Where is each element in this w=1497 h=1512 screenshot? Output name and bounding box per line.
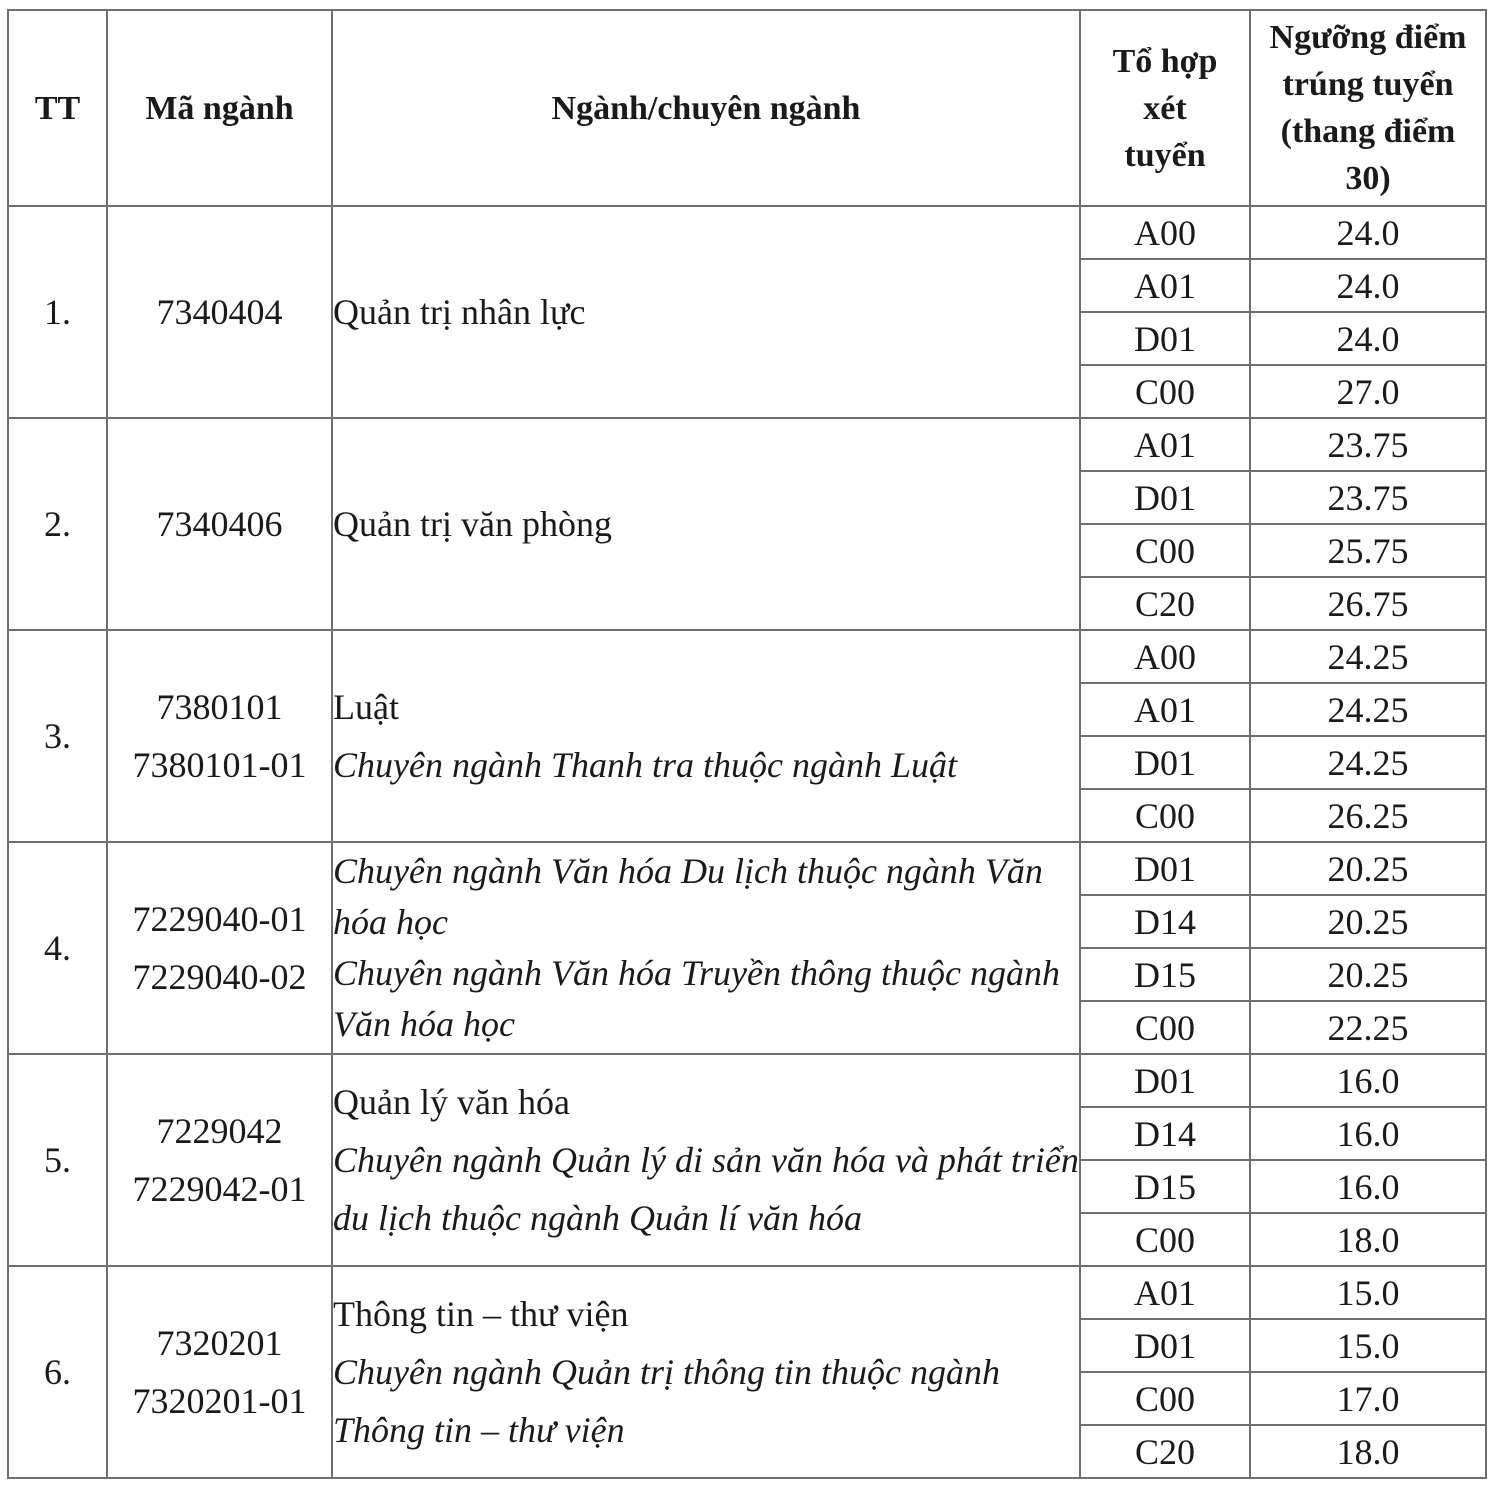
score-threshold: 16.0 — [1250, 1054, 1486, 1107]
major-code-cell — [107, 1054, 332, 1266]
score-threshold: 22.25 — [1250, 1001, 1486, 1054]
major-code-cell — [107, 630, 332, 842]
subject-combo: D15 — [1080, 948, 1250, 1001]
major-code: 7229042-01 — [132, 1169, 307, 1209]
header-row — [8, 10, 1486, 206]
major-code: 7229040-02 — [132, 957, 307, 997]
table-row — [8, 630, 1486, 683]
row-number: 6. — [8, 1266, 107, 1478]
score-threshold: 24.25 — [1250, 630, 1486, 683]
table-row — [8, 418, 1486, 471]
score-threshold: 20.25 — [1250, 895, 1486, 948]
subject-combo: D01 — [1080, 1319, 1250, 1372]
score-threshold: 23.75 — [1250, 418, 1486, 471]
subject-combo: D01 — [1080, 736, 1250, 789]
subject-combo: C00 — [1080, 1372, 1250, 1425]
major-name-cell — [332, 1266, 1080, 1478]
score-threshold: 24.25 — [1250, 683, 1486, 736]
table-row — [8, 1266, 1486, 1319]
major-name: Quản lý văn hóa — [333, 1082, 570, 1122]
subject-combo: C00 — [1080, 789, 1250, 842]
subject-combo: A00 — [1080, 206, 1250, 259]
header-major-code: Mã ngành — [107, 10, 332, 206]
subject-combo: D01 — [1080, 842, 1250, 895]
score-threshold: 15.0 — [1250, 1319, 1486, 1372]
score-threshold: 15.0 — [1250, 1266, 1486, 1319]
major-code-cell — [107, 418, 332, 630]
score-threshold: 25.75 — [1250, 524, 1486, 577]
score-threshold: 23.75 — [1250, 471, 1486, 524]
score-threshold: 17.0 — [1250, 1372, 1486, 1425]
score-threshold: 24.0 — [1250, 312, 1486, 365]
score-threshold: 27.0 — [1250, 365, 1486, 418]
header-major-name: Ngành/chuyên ngành — [332, 10, 1080, 206]
major-name-cell — [332, 630, 1080, 842]
specialization-name: Chuyên ngành Quản lý di sản văn hóa và phát triển du lịch thuộc ngành Quản lí văn hóa — [333, 1140, 1079, 1238]
table-row — [8, 842, 1486, 895]
score-threshold: 18.0 — [1250, 1425, 1486, 1478]
major-code-cell — [107, 1266, 332, 1478]
table-header — [8, 10, 1486, 206]
score-threshold: 26.75 — [1250, 577, 1486, 630]
major-code: 7340404 — [156, 292, 283, 332]
subject-combo: D14 — [1080, 895, 1250, 948]
subject-combo: C20 — [1080, 577, 1250, 630]
subject-combo: D01 — [1080, 312, 1250, 365]
major-name-cell — [332, 842, 1080, 1054]
subject-combo: A01 — [1080, 259, 1250, 312]
subject-combo: D01 — [1080, 1054, 1250, 1107]
subject-combo: D15 — [1080, 1160, 1250, 1213]
row-number: 4. — [8, 842, 107, 1054]
subject-combo: D14 — [1080, 1107, 1250, 1160]
header-tt: TT — [8, 10, 107, 206]
score-threshold: 18.0 — [1250, 1213, 1486, 1266]
subject-combo: C20 — [1080, 1425, 1250, 1478]
major-code: 7340406 — [156, 504, 283, 544]
table-body — [8, 206, 1486, 1478]
score-threshold: 20.25 — [1250, 842, 1486, 895]
subject-combo: C00 — [1080, 524, 1250, 577]
score-threshold: 16.0 — [1250, 1160, 1486, 1213]
subject-combo: A01 — [1080, 1266, 1250, 1319]
subject-combo: C00 — [1080, 1213, 1250, 1266]
major-code: 7229040-01 — [132, 899, 307, 939]
header-subject-combo: Tổ hợp xét tuyển — [1080, 10, 1250, 206]
major-name: Quản trị văn phòng — [333, 504, 612, 544]
major-code: 7320201 — [156, 1323, 283, 1363]
subject-combo: C00 — [1080, 1001, 1250, 1054]
major-code-cell — [107, 206, 332, 418]
major-code: 7380101-01 — [132, 745, 307, 785]
header-score-threshold: Ngưỡng điểm trúng tuyển (thang điểm 30) — [1250, 10, 1486, 206]
major-name: Thông tin – thư viện — [333, 1294, 629, 1334]
major-name-cell — [332, 206, 1080, 418]
table-row — [8, 206, 1486, 259]
row-number: 5. — [8, 1054, 107, 1266]
admission-score-table — [7, 9, 1487, 1479]
score-threshold: 24.25 — [1250, 736, 1486, 789]
score-threshold: 26.25 — [1250, 789, 1486, 842]
row-number: 1. — [8, 206, 107, 418]
subject-combo: A01 — [1080, 418, 1250, 471]
subject-combo: D01 — [1080, 471, 1250, 524]
specialization-name: Chuyên ngành Quản trị thông tin thuộc ngành Thông tin – thư viện — [333, 1352, 1000, 1450]
major-name: Luật — [333, 687, 399, 727]
score-threshold: 24.0 — [1250, 259, 1486, 312]
major-code: 7229042 — [156, 1111, 283, 1151]
major-name: Quản trị nhân lực — [333, 292, 586, 332]
specialization-name: Chuyên ngành Thanh tra thuộc ngành Luật — [333, 745, 958, 785]
specialization-name: Chuyên ngành Văn hóa Du lịch thuộc ngành Văn hóa học — [333, 851, 1043, 942]
major-name-cell — [332, 1054, 1080, 1266]
table-row — [8, 1054, 1486, 1107]
score-threshold: 24.0 — [1250, 206, 1486, 259]
subject-combo: A01 — [1080, 683, 1250, 736]
score-threshold: 20.25 — [1250, 948, 1486, 1001]
major-code: 7380101 — [156, 687, 283, 727]
major-code: 7320201-01 — [132, 1381, 307, 1421]
major-code-cell — [107, 842, 332, 1054]
row-number: 2. — [8, 418, 107, 630]
major-name-cell — [332, 418, 1080, 630]
row-number: 3. — [8, 630, 107, 842]
subject-combo: C00 — [1080, 365, 1250, 418]
specialization-name: Chuyên ngành Văn hóa Truyền thông thuộc ngành Văn hóa học — [333, 953, 1060, 1044]
subject-combo: A00 — [1080, 630, 1250, 683]
score-threshold: 16.0 — [1250, 1107, 1486, 1160]
